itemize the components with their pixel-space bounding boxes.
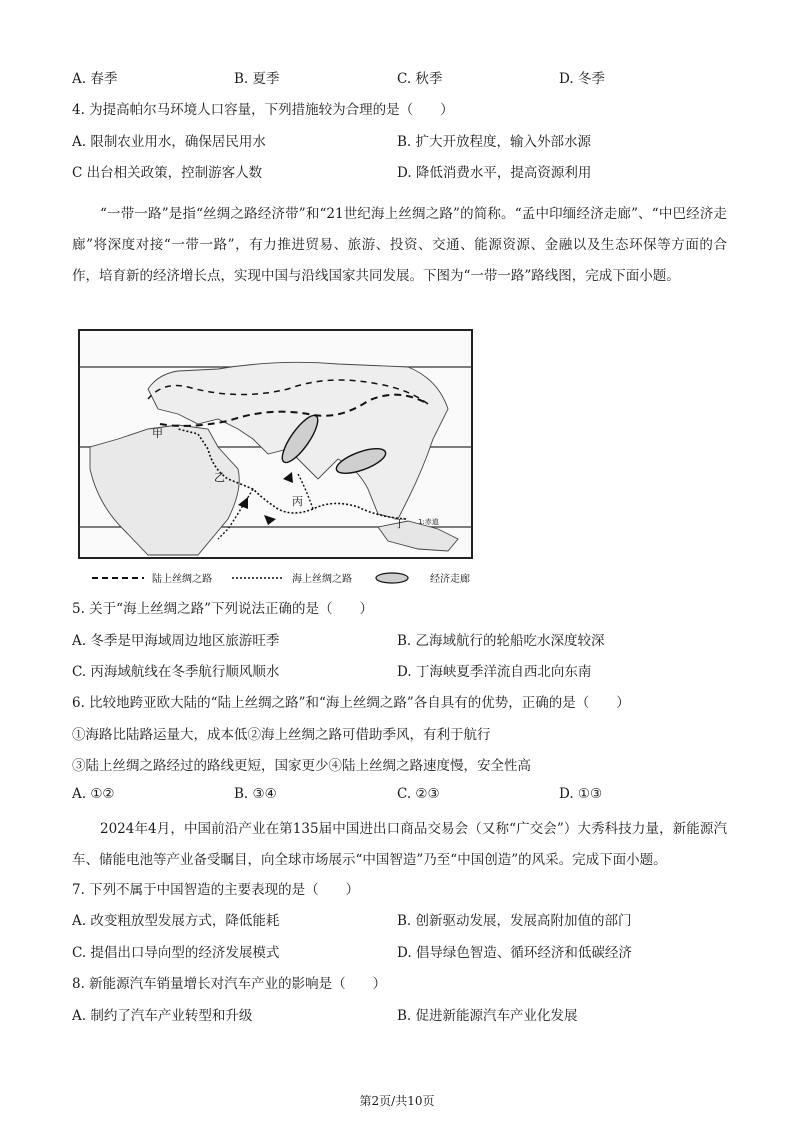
q5-option-a: A. 冬季是甲海域周边地区旅游旺季 — [72, 633, 280, 649]
label-yi: 乙 — [214, 471, 225, 484]
label-bing: 丙 — [292, 495, 303, 508]
q7-option-d: D. 倡导绿色智造、循环经济和低碳经济 — [397, 945, 632, 961]
q6-statement-line1: ①海路比陆路运量大，成本低②海上丝绸之路可借助季风，有利于航行 — [72, 727, 491, 743]
q5-option-b: B. 乙海域航行的轮船吃水深度较深 — [397, 633, 605, 649]
q6-option-a: A. ①② — [72, 786, 115, 802]
q4-option-d: D. 降低消费水平，提高资源利用 — [397, 165, 592, 181]
q7-option-a: A. 改变粗放型发展方式，降低能耗 — [72, 913, 280, 929]
label-ding: 丁 — [394, 517, 405, 530]
q8-option-a: A. 制约了汽车产业转型和升级 — [72, 1008, 253, 1024]
q3-option-c: C. 秋季 — [397, 71, 443, 87]
q5-stem: 5. 关于“海上丝绸之路”下列说法正确的是（ ） — [72, 601, 373, 617]
q3-option-d: D. 冬季 — [559, 71, 605, 87]
q7-option-b: B. 创新驱动发展，发展高附加值的部门 — [397, 913, 632, 929]
q7-stem: 7. 下列不属于中国智造的主要表现的是（ ） — [72, 882, 360, 898]
q3-option-b: B. 夏季 — [234, 71, 280, 87]
q3-option-a: A. 春季 — [72, 71, 118, 87]
q8-option-b: B. 促进新能源汽车产业化发展 — [397, 1008, 578, 1024]
label-equator-note: 1:赤道 — [418, 518, 439, 526]
q7-option-c: C. 提倡出口导向型的经济发展模式 — [72, 945, 280, 961]
q6-option-c: C. ②③ — [397, 786, 440, 802]
legend-sea-label: 海上丝绸之路 — [292, 574, 352, 585]
q6-statement-line2: ③陆上丝绸之路经过的路线更短，国家更少④陆上丝绸之路速度慢，安全性高 — [72, 758, 531, 774]
q4-option-b: B. 扩大开放程度，输入外部水源 — [397, 134, 592, 150]
passage-belt-road: “一带一路”是指“丝绸之路经济带”和“21世纪海上丝绸之路”的简称。“孟中印缅经济走廊”、“中巴经济走廊”将深度对接“一带一路”，有力推进贸易、旅游、投资、交通、能源资源、金融以及生态环保等方面的合作，培育新的经济增长点，实现中国与沿线国家共同发展。下图为“一带一路”路线图，完成下面小题。 — [72, 206, 727, 284]
q6-stem: 6. 比较地跨亚欧大陆的“陆上丝绸之路”和“海上丝绸之路”各自具有的优势，正确的是（ ） — [72, 695, 630, 711]
q4-option-c: C 出台相关政策，控制游客人数 — [72, 165, 263, 181]
label-jia: 甲 — [152, 427, 163, 440]
map-legend — [92, 570, 492, 586]
legend-corridor-symbol — [376, 573, 408, 583]
legend-land-label: 陆上丝绸之路 — [152, 574, 212, 585]
belt-road-map — [78, 329, 473, 559]
q5-option-c: C. 丙海域航线在冬季航行顺风顺水 — [72, 664, 280, 680]
q8-stem: 8. 新能源汽车销量增长对汽车产业的影响是（ ） — [72, 976, 387, 992]
q4-stem: 4. 为提高帕尔马环境人口容量，下列措施较为合理的是（ ） — [72, 102, 454, 118]
q4-option-a: A. 限制农业用水，确保居民用水 — [72, 134, 266, 150]
page-footer: 第2页/共10页 — [359, 1094, 435, 1108]
q6-option-d: D. ①③ — [559, 786, 603, 802]
legend-corridor-label: 经济走廊 — [430, 574, 470, 585]
q5-option-d: D. 丁海峡夏季洋流自西北向东南 — [397, 664, 592, 680]
passage-canton-fair: 2024年4月，中国前沿产业在第135届中国进出口商品交易会（又称“广交会”）大秀科技力量，新能源汽车、储能电池等产业备受瞩目，向全球市场展示“中国智造”乃至“中国创造”的风采。完成下面小题。 — [72, 821, 727, 868]
q6-option-b: B. ③④ — [234, 786, 277, 802]
